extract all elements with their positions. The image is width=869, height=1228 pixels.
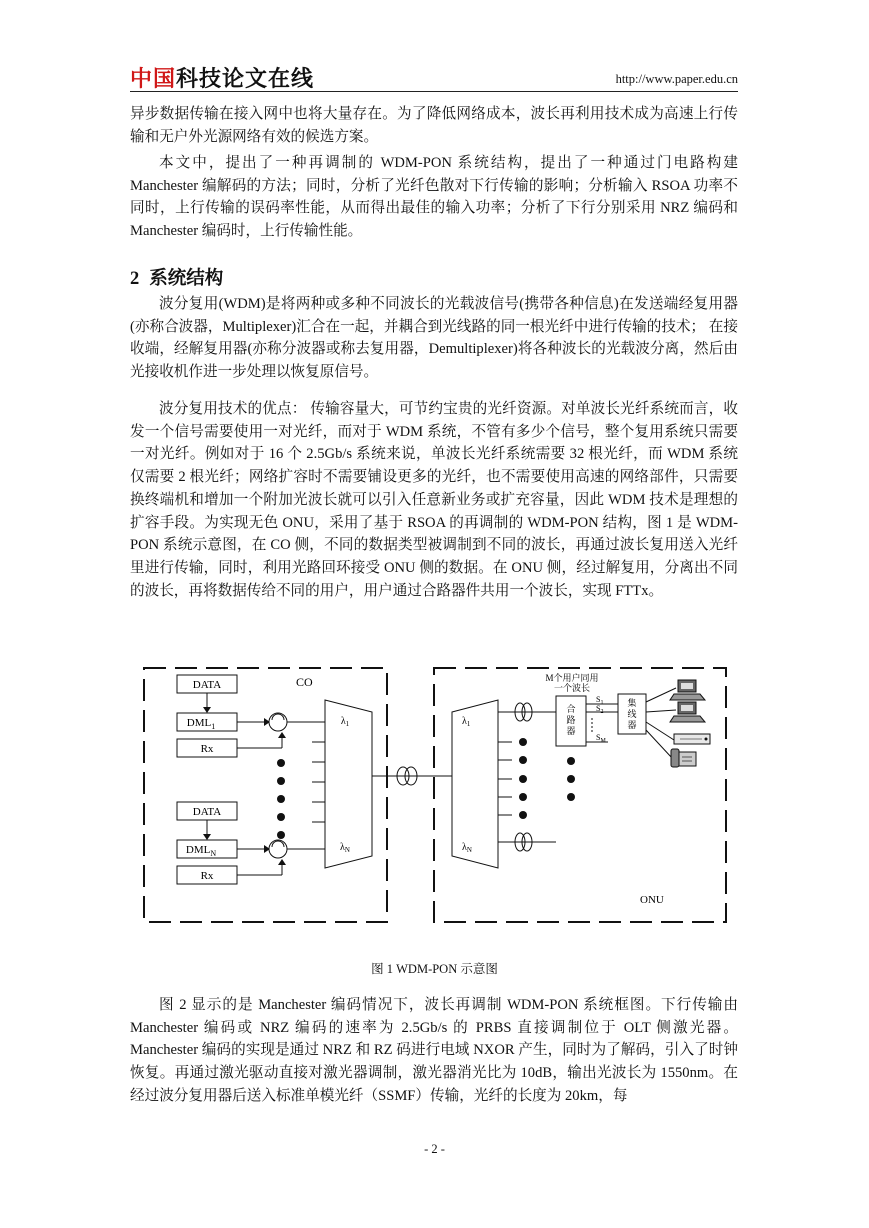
journal-logo <box>130 62 314 93</box>
concentrator-char-1: 集 <box>627 698 637 708</box>
figure-caption: 图 1 WDM-PON 示意图 <box>371 962 498 976</box>
combiner-char-3: 器 <box>566 726 576 736</box>
co-lambda-1: $\lambda_1$ <box>340 716 350 728</box>
data-label-1: DATA <box>192 679 222 691</box>
onu-label: ONU <box>640 894 664 906</box>
computer-icon-1 <box>670 680 705 700</box>
shared-wavelength-label-2: 一个波长 <box>553 683 591 693</box>
data-label-2: DATA <box>192 806 222 818</box>
combiner-char-1: 合 <box>566 704 576 714</box>
computer-icon-2 <box>670 702 705 722</box>
co-ellipsis-dots <box>277 759 285 839</box>
s1-label: $S_1$ <box>596 695 604 706</box>
concentrator-char-2: 线 <box>627 709 637 719</box>
server-icon <box>674 734 710 744</box>
rx-label-1: Rx <box>200 743 214 755</box>
paragraph-5: 图 2 显示的是 Manchester 编码情况下，波长再调制 WDM-PON 系统框图。下行传输由 Manchester 编码或 NRZ 编码的速率为 2.5Gb/s 的 PRBS 直接调制位于 OLT 侧激光器。Manchester 编码的实现是通过 NRZ 和 RZ 码进行电域 NXOR 产生，同时为了解码，引入了时钟恢复。再通过激光驱动直接对激光器调制，激光器消光比为 10dB，输出光波长为 1550nm。在经过波分复用器后送入标准单模光纤（SSMF）传输，光纤的长度为 20km，每 <box>130 997 738 1104</box>
sm-label: $S_M$ <box>596 733 606 744</box>
combiner-char-2: 路 <box>566 715 576 725</box>
header-url[interactable]: http://www.paper.edu.cn <box>615 72 738 86</box>
rx-label-n: Rx <box>200 870 214 882</box>
circulator-1 <box>269 713 287 731</box>
onu-lambda-n: $\lambda_N$ <box>462 842 472 854</box>
logo-black-text: 科技论文在线 <box>176 67 315 92</box>
s2-label: $S_2$ <box>596 704 604 715</box>
dml-label-1: $DML_1$ <box>186 717 216 731</box>
logo-red-text: 中国 <box>130 67 177 92</box>
co-label: CO <box>296 675 313 689</box>
co-lambda-n: $\lambda_N$ <box>340 842 350 854</box>
section-title: 系统结构 <box>149 268 224 289</box>
section-heading <box>130 264 223 290</box>
onu-ellipsis-dots <box>519 738 527 819</box>
section-number: 2 <box>130 269 140 289</box>
page-header <box>130 62 738 92</box>
paragraph-2: 本文中，提出了一种再调制的 WDM-PON 系统结构，提出了一种通过门电路构建 Manchester 编解码的方法；同时，分析了光纤色散对下行传输的影响；分析输入 RSOA 功率不同时，上行传输的误码率性能，从而得出最佳的输入功率；分析了下行分别采用 NRZ 编码和 Manchester 编码时，上行传输性能。 <box>130 155 738 240</box>
wdm-pon-diagram <box>130 660 738 930</box>
paragraph-3: 波分复用(WDM)是将两种或多种不同波长的光载波信号(携带各种信息)在发送端经复用器(亦称合波器，Multiplexer)汇合在一起，并耦合到光线路的同一根光纤中进行传输的技术； 在接收端，经解复用器(亦称分波器或称去复用器，Demultiplexer)将各种波长的光载波分离，然后由光接收机作进一步处理以恢复原信号。 <box>130 296 738 381</box>
circulator-n <box>269 840 287 858</box>
page-number: - 2 - <box>424 1142 445 1156</box>
onu-lambda-1: $\lambda_1$ <box>462 716 471 728</box>
concentrator-char-3: 器 <box>627 720 637 730</box>
paragraph-1: 异步数据传输在接入网中也将大量存在。为了降低网络成本，波长再利用技术成为高速上行传输和无户外光源网络有效的候选方案。 <box>130 106 738 145</box>
paragraph-4: 波分复用技术的优点： 传输容量大，可节约宝贵的光纤资源。对单波长光纤系统而言，收发一个信号需要使用一对光纤，而对于 WDM 系统，不管有多少个信号，整个复用系统只需要一对光纤。例如对于 16 个 2.5Gb/s 系统来说，单波长光纤系统需要 32 根光纤，而 WDM 系统仅需要 2 根光纤；网络扩容时不需要铺设更多的光纤，也不需要使用高速的网络部件，只需要换终端机和增加一个附加光波长就可以引入任意新业务或扩充容量，因此 WDM 技术是理想的扩容手段。为实现无色 ONU，采用了基于 RSOA 的再调制的 WDM-PON 结构，图 1 是 WDM-PON 系统示意图，在 CO 侧，不同的数据类型被调制到不同的波长，再通过波长复用送入光纤里进行传输，同时，利用光路回环接受 ONU 侧的数据。在 ONU 侧，经过解复用，分离出不同的波长，再将数据传给不同的用户，用户通过合路器件共用一个波长，实现 FTTx。 <box>130 401 738 599</box>
header-rule <box>130 91 738 92</box>
phone-icon <box>671 749 696 767</box>
combiner-ellipsis-dots <box>567 757 575 801</box>
dml-label-n: $DML_N$ <box>185 844 217 858</box>
shared-wavelength-label-1: M个用户同用 <box>545 673 599 683</box>
onu-awg <box>452 700 498 868</box>
